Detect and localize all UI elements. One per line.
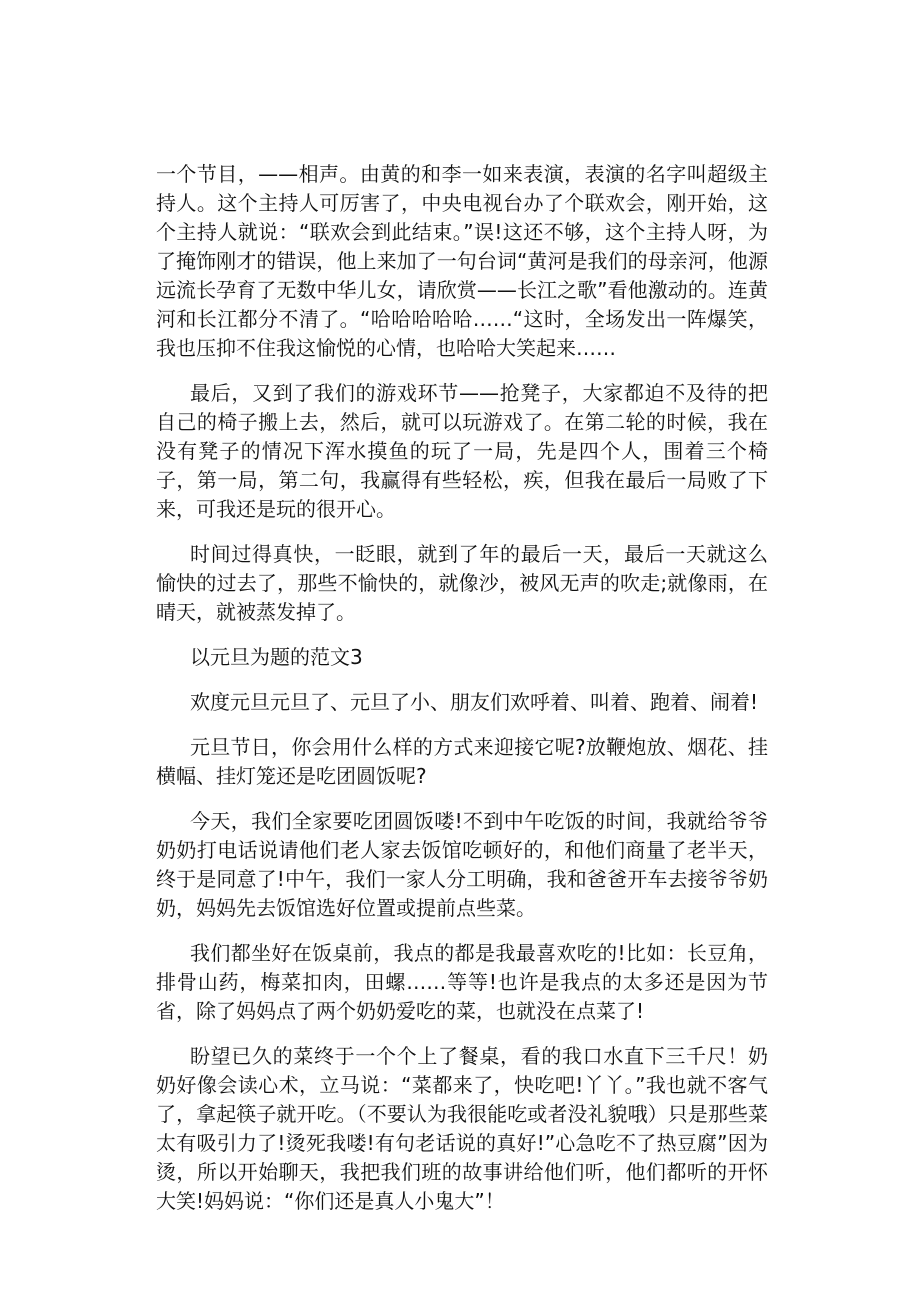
paragraph-eating: 盼望已久的菜终于一个个上了餐桌，看的我口水直下三千尺！奶奶好像会读心术，立马说：“菜都来了，快吃吧!丫丫。”我也就不客气了，拿起筷子就开吃。（不要认为我很能吃或者没礼貌哦）只是那些菜太有吸引力了!烫死我喽!有句老话说的真好!”心急吃不了热豆腐”因为烫，所以开始聊天，我把我们班的故事讲给他们听，他们都听的开怀大笑!妈妈说：“你们还是真人小鬼大”！ [156, 1044, 768, 1213]
paragraph-time-flies: 时间过得真快，一眨眼，就到了年的最后一天，最后一天就这么愉快的过去了，那些不愉快的，就像沙，被风无声的吹走;就像雨，在晴天，就被蒸发掉了。 [156, 542, 768, 624]
essay-title: 以元旦为题的范文3 [190, 645, 363, 669]
paragraph-chair-game: 最后，又到了我们的游戏环节——抢凳子，大家都迫不及待的把自己的椅子搬上去，然后，就可以玩游戏了。在第二轮的时候，我在没有凳子的情况下浑水摸鱼的玩了一局，先是四个人，围着三个椅子，第一局，第二句，我赢得有些轻松，疾，但我在最后一局败了下来，可我还是玩的很开心。 [156, 381, 768, 521]
paragraph-ordering: 我们都坐好在饭桌前，我点的都是我最喜欢吃的!比如：长豆角，排骨山药，梅菜扣肉，田螺……等等!也许是我点的太多还是因为节省，除了妈妈点了两个奶奶爱吃的菜，也就没在点菜了! [156, 941, 768, 1023]
paragraph-celebrate: 欢度元旦元旦了、元旦了小、朋友们欢呼着、叫着、跑着、闹着! [190, 690, 759, 714]
paragraph-how-to-welcome: 元旦节日，你会用什么样的方式来迎接它呢?放鞭炮放、烟花、挂横幅、挂灯笼还是吃团圆饭呢? [156, 735, 768, 788]
paragraph-crosstalk: 一个节目，——相声。由黄的和李一如来表演，表演的名字叫超级主持人。这个主持人可厉害了，中央电视台办了个联欢会，刚开始，这个主持人就说：“联欢会到此结束。”误!这还不够，这个主持人呀，为了掩饰刚才的错误，他上来加了一句台词“黄河是我们的母亲河，他源远流长孕育了无数中华儿女，请欣赏——长江之歌”看他激动的。连黄河和长江都分不清了。“哈哈哈哈哈……“这时，全场发出一阵爆笑，我也压抑不住我这愉悦的心情，也哈哈大笑起来…… [156, 162, 768, 360]
paragraph-reunion-dinner: 今天，我们全家要吃团圆饭喽!不到中午吃饭的时间，我就给爷爷奶奶打电话说请他们老人家去饭馆吃顿好的，和他们商量了老半天，终于是同意了!中午，我们一家人分工明确，我和爸爸开车去接爷爷奶奶，妈妈先去饭馆选好位置或提前点些菜。 [156, 809, 768, 920]
document-body [156, 160, 768, 1232]
